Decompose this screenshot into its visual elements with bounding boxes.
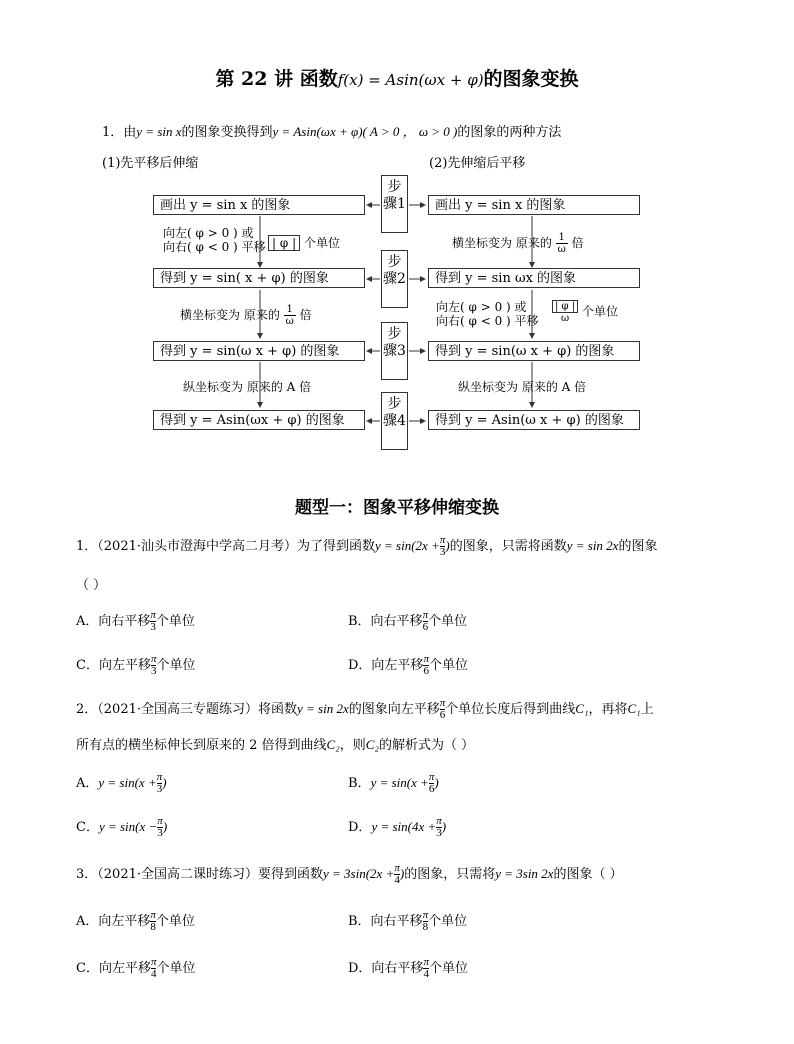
intro-prefix: 1．由 <box>102 125 137 140</box>
q2-d-den: 3 <box>436 827 442 839</box>
q2-c-den: 3 <box>157 827 163 839</box>
q2-line2b: ，则 <box>339 738 366 753</box>
right-t2-frac <box>552 300 578 324</box>
right-t1-times: 倍 <box>571 236 584 250</box>
q2-mid2: 个单位长度后得到曲线 <box>445 702 576 717</box>
q2-b-den: 6 <box>428 783 435 795</box>
right-t1-text: 横坐标变为 原来的 <box>452 236 552 250</box>
q2-d-label: D． <box>348 820 372 835</box>
q1-frac-den: 3 <box>439 546 446 558</box>
right-t2-unit: 个单位 <box>581 304 618 319</box>
q1-a-text: A．向右平移 <box>76 614 151 629</box>
intro-formula-1: y = sin x <box>136 124 182 139</box>
q1-formula-close: ) <box>445 538 450 553</box>
title-formula: f(x) = Asin(ωx + φ) <box>337 71 484 89</box>
right-box-4: 得到 y = Asin(ω x + φ) 的图象 <box>428 410 640 430</box>
q2-c-pi: π <box>157 815 163 827</box>
q1-a-den: 3 <box>150 621 156 633</box>
q2-d-pi: π <box>436 815 442 827</box>
q3-pi: π <box>394 862 400 874</box>
right-transform-1 <box>452 232 584 255</box>
q1-a-unit: 个单位 <box>155 614 195 629</box>
q2-b-pi: π <box>428 771 435 783</box>
q3-c-pi: π <box>150 956 157 968</box>
q1-formula: y = sin(2x + <box>375 538 440 553</box>
q3-den: 4 <box>394 874 400 886</box>
left-t2-den: ω <box>285 316 294 327</box>
q2-pi: π <box>439 697 446 709</box>
q3-option-c[interactable] <box>76 957 195 980</box>
q2-a-formula: y = sin(x + <box>98 775 157 790</box>
left-box-1: 画出 y = sin x 的图象 <box>153 195 365 215</box>
right-transform-2 <box>436 300 539 328</box>
q3-c-den: 4 <box>150 968 157 980</box>
method-1-label: (1)先平移后伸缩 <box>102 156 199 171</box>
left-transform-2 <box>180 304 312 327</box>
q3-b-unit: 个单位 <box>428 914 468 929</box>
right-t2-den: ω <box>560 313 570 324</box>
right-transform-3: 纵坐标变为 原来的 A 倍 <box>458 380 587 394</box>
q2-option-a[interactable]: A．y = sin(x + $\frac{\pi}{3}$ ) <box>76 771 167 795</box>
left-transform-1-amount <box>268 236 340 250</box>
intro-suffix: 的图象的两种方法 <box>457 125 562 140</box>
left-box-3: 得到 y = sin(ω x + φ) 的图象 <box>153 341 365 361</box>
left-t2-num: 1 <box>284 304 296 316</box>
q2-b-label: B． <box>348 776 371 791</box>
left-transform-1 <box>163 226 266 254</box>
q1-mid: 的图象，只需将函数 <box>449 539 567 554</box>
q1-formula-2: y = sin 2x <box>566 538 619 553</box>
q2-c-formula: y = sin(x − <box>98 819 158 834</box>
left-t1-unit: 个单位 <box>303 236 340 250</box>
question-3: 3．（2021·全国高二课时练习）要得到函数y = 3sin(2x + $\frac{\pi}{4}$ )的图象，只需将y = 3sin 2x的图象（ ） <box>76 862 623 886</box>
q3-d-unit: 个单位 <box>428 961 468 976</box>
q1-d-unit: 个单位 <box>428 658 468 673</box>
q2-prefix: 2．（2021·全国高三专题练习）将函数 <box>76 702 297 717</box>
right-box-2: 得到 y = sin ωx 的图象 <box>428 268 640 288</box>
right-box-3: 得到 y = sin(ω x + φ) 的图象 <box>428 341 640 361</box>
left-t2-times: 倍 <box>299 308 312 322</box>
q3-d-text: D．向右平移 <box>348 961 424 976</box>
right-t1-den: ω <box>557 244 566 255</box>
title-prefix: 第 22 讲 函数 <box>215 68 338 90</box>
right-transform-2-amount <box>552 300 618 324</box>
q2-option-d[interactable]: D．y = sin(4x + $\frac{\pi}{3}$ ) <box>348 815 447 839</box>
q3-formula-2: y = 3sin 2x <box>495 866 554 881</box>
q3-d-pi: π <box>423 956 429 968</box>
q1-c-den: 3 <box>150 665 157 677</box>
q3-d-den: 4 <box>423 968 429 980</box>
q2-c2b: C₂ <box>365 737 379 752</box>
q2-c1b: C₁ <box>627 701 641 716</box>
q3-b-text: B．向右平移 <box>348 914 423 929</box>
q2-den: 6 <box>439 709 446 721</box>
step-4: 步骤4 <box>381 392 408 450</box>
q2-b-formula: y = sin(x + <box>370 775 429 790</box>
right-t1-frac <box>556 232 568 255</box>
q1-d-den: 6 <box>423 665 429 677</box>
left-transform-3: 纵坐标变为 原来的 A 倍 <box>183 380 312 394</box>
section-title: 题型一：图象平移伸缩变换 <box>295 498 499 518</box>
q1-b-text: B．向右平移 <box>348 614 423 629</box>
q2-formula: y = sin 2x <box>297 701 349 716</box>
q1-b-unit: 个单位 <box>428 614 468 629</box>
left-t1-line1: 向左( φ > 0 ) 或 <box>163 226 254 240</box>
q1-c-pi: π <box>150 653 157 665</box>
q2-d-formula: y = sin(4x + <box>371 819 437 834</box>
title-suffix: 的图象变换 <box>483 68 579 90</box>
left-t2-frac <box>284 304 296 327</box>
q2-line2a: 所有点的横坐标伸长到原来的 2 倍得到曲线 <box>76 738 327 753</box>
q3-c-unit: 个单位 <box>156 961 196 976</box>
q2-line2c: 的解析式为（ ） <box>378 738 475 753</box>
q1-paren: （ ） <box>76 578 107 593</box>
q1-b-pi: π <box>422 609 429 621</box>
left-box-4: 得到 y = Asin(ωx + φ) 的图象 <box>153 410 365 430</box>
right-box-1: 画出 y = sin x 的图象 <box>428 195 640 215</box>
q3-a-unit: 个单位 <box>155 914 195 929</box>
q2-mid: 的图象向左平移 <box>348 702 440 717</box>
step-1: 步骤1 <box>381 175 408 233</box>
q3-b-den: 8 <box>422 921 429 933</box>
q1-prefix: 1．（2021·汕头市澄海中学高二月考）为了得到函数 <box>76 539 375 554</box>
q2-a-label: A． <box>76 776 99 791</box>
q2-option-c[interactable]: C．y = sin(x − $\frac{\pi}{3}$ ) <box>76 815 168 839</box>
q2-option-b[interactable]: B．y = sin(x + $\frac{\pi}{6}$ ) <box>348 771 439 795</box>
q1-c-text: C．向左平移 <box>76 658 151 673</box>
question-2-line-2 <box>76 734 474 753</box>
q1-option-a[interactable] <box>76 610 195 633</box>
q3-b-pi: π <box>422 909 429 921</box>
q1-c-unit: 个单位 <box>156 658 196 673</box>
q1-option-d[interactable] <box>348 654 468 677</box>
q1-a-pi: π <box>150 609 156 621</box>
q1-d-text: D．向左平移 <box>348 658 424 673</box>
q1-suffix: 的图象 <box>618 539 658 554</box>
q3-a-pi: π <box>150 909 156 921</box>
right-t2-line1: 向左( φ > 0 ) 或 <box>436 300 527 314</box>
intro-line <box>102 121 561 140</box>
q2-c1: C₁ <box>575 701 589 716</box>
q2-a-den: 3 <box>156 783 163 795</box>
intro-condition: ( A > 0 ， ω > 0 ) <box>362 124 458 139</box>
q2-end1b: 上 <box>640 702 654 717</box>
method-2-label: (2)先伸缩后平移 <box>429 156 526 171</box>
q3-prefix: 3．（2021·全国高二课时练习）要得到函数 <box>76 867 323 882</box>
step-2: 步骤2 <box>381 250 408 308</box>
step-3: 步骤3 <box>381 322 408 380</box>
q3-formula: y = 3sin(2x + <box>323 866 395 881</box>
q1-option-c[interactable] <box>76 654 195 677</box>
right-t2-num: | φ | <box>552 300 578 313</box>
left-t2-text: 横坐标变为 原来的 <box>180 308 280 322</box>
question-2-line-1 <box>76 698 654 721</box>
question-1 <box>76 535 657 558</box>
right-t2-line2: 向右( φ < 0 ) 平移 <box>436 314 539 328</box>
q3-mid: 的图象，只需将 <box>404 867 496 882</box>
intro-mid: 的图象变换得到 <box>181 125 273 140</box>
q3-suffix: 的图象（ ） <box>553 867 623 882</box>
q3-option-d[interactable] <box>348 957 468 980</box>
q3-c-text: C．向左平移 <box>76 961 151 976</box>
right-t1-num: 1 <box>556 232 568 244</box>
q1-pi: π <box>439 534 446 546</box>
q1-option-b[interactable] <box>348 610 467 633</box>
q2-c-label: C． <box>76 820 99 835</box>
page-title <box>0 64 794 91</box>
q2-c2: C₂ <box>326 737 340 752</box>
q3-a-den: 8 <box>150 921 156 933</box>
q1-b-den: 6 <box>422 621 429 633</box>
q3-option-b[interactable] <box>348 910 467 933</box>
q3-a-text: A．向左平移 <box>76 914 151 929</box>
q2-a-pi: π <box>156 771 163 783</box>
q2-end1: ，再将 <box>588 702 628 717</box>
left-t1-phi: | φ | <box>268 235 300 251</box>
intro-formula-2: y = Asin(ωx + φ) <box>272 124 363 139</box>
q1-d-pi: π <box>423 653 429 665</box>
q3-option-a[interactable] <box>76 910 195 933</box>
left-box-2: 得到 y = sin( x + φ) 的图象 <box>153 268 365 288</box>
left-t1-line2: 向右( φ < 0 ) 平移 <box>163 240 266 254</box>
